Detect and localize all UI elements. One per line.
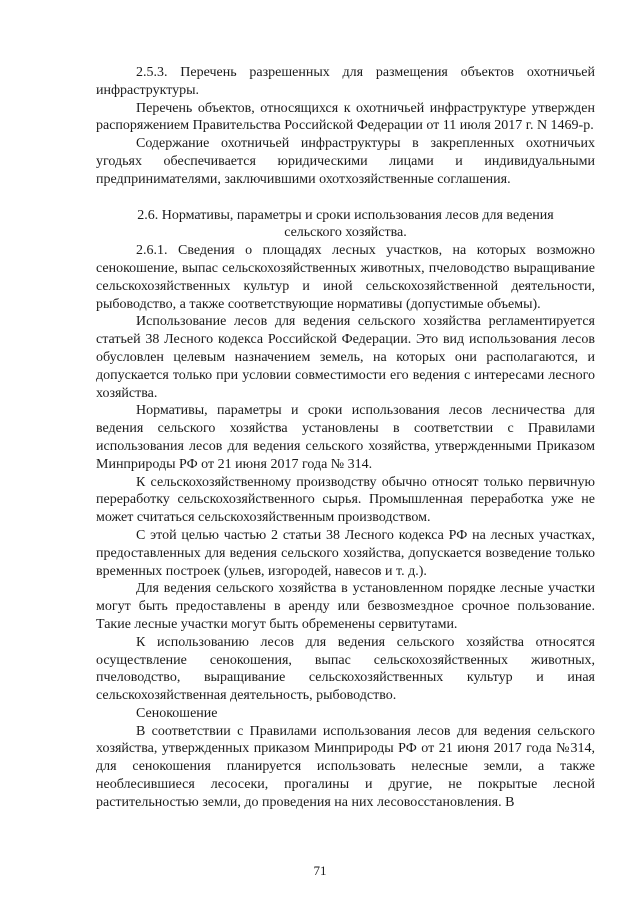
- page-number: 71: [313, 863, 327, 878]
- subheading-haymaking: Сенокошение: [136, 705, 218, 721]
- paragraph-article-38: Использование лесов для ведения сельского хозяйства регламентируется статьей 38 Лесного кодекса Российской Федерации. Это вид использования лесов обусловлен целевым назначением земель, на которых они располагаются, и допускается только при условии совместимости его ведения с интересами лесного хозяйства.: [96, 314, 595, 401]
- paragraph-253-title: 2.5.3. Перечень разрешенных для размещения объектов охотничьей инфраструктуры.: [96, 65, 595, 98]
- paragraph-primary-processing: К сельскохозяйственному производству обычно относят только первичную переработку сельскохозяйственного сырья. Промышленная переработка уже не может считаться сельскохозяйственным производством.: [96, 474, 595, 526]
- paragraph-261-areas: 2.6.1. Сведения о площадях лесных участков, на которых возможно сенокошение, выпас сельскохозяйственных животных, пчеловодство выращивание сельскохозяйственных культур и иной сельскохозяйственной деятельности, рыбоводство, а также соответствующие нормативы (допустимые объемы).: [96, 243, 595, 312]
- paragraph-hunting-infrastructure-list: Перечень объектов, относящихся к охотничьей инфраструктуре утвержден распоряжением Правительства Российской Федерации от 11 июля 2017 г. N 1469-р.: [96, 100, 595, 134]
- paragraph-hunting-infrastructure-maintenance: Содержание охотничьей инфраструктуры в закрепленных охотничьих угодьях обеспечивается юридическими лицами и индивидуальными предпринимателями, заключившими охотхозяйственные соглашения.: [96, 136, 595, 187]
- paragraph-haymaking: В соответствии с Правилами использования лесов для ведения сельского хозяйства, утвержденных приказом Минприроды РФ от 21 июня 2017 года №314, для сенокошения планируется использовать нелесные земли, а также необлесившиеся лесосеки, прогалины и другие, не покрытые лесной растительностью земли, до проведения на них лесовосстановления. В: [96, 723, 595, 810]
- paragraph-temporary-buildings: С этой целью частью 2 статьи 38 Лесного кодекса РФ на лесных участках, предоставленных для ведения сельского хозяйства, допускается возведение только временных построек (ульев, изгородей, навесов и т. д.).: [96, 527, 595, 579]
- page-body: [96, 64, 595, 812]
- paragraph-norms-order-314: Нормативы, параметры и сроки использования лесов лесничества для ведения сельского хозяйства установлены в соответствии с Правилами использования лесов для ведения сельского хозяйства, утвержденными Приказом Минприроды РФ от 21 июня 2017 года № 314.: [96, 403, 595, 472]
- section-heading-2-6: 2.6. Нормативы, параметры и сроки использования лесов для ведения сельского хозяйства.: [137, 207, 554, 241]
- paragraph-lease: Для ведения сельского хозяйства в установленном порядке лесные участки могут быть предоставлены в аренду или безвозмездное срочное пользование. Такие лесные участки могут быть обременены сервитутами.: [96, 581, 595, 632]
- paragraph-agricultural-uses: К использованию лесов для ведения сельского хозяйства относятся осуществление сенокошения, выпас сельскохозяйственных животных, пчеловодство, выращивание сельскохозяйственных культур и иная сельскохозяйственная деятельность, рыбоводство.: [96, 634, 595, 704]
